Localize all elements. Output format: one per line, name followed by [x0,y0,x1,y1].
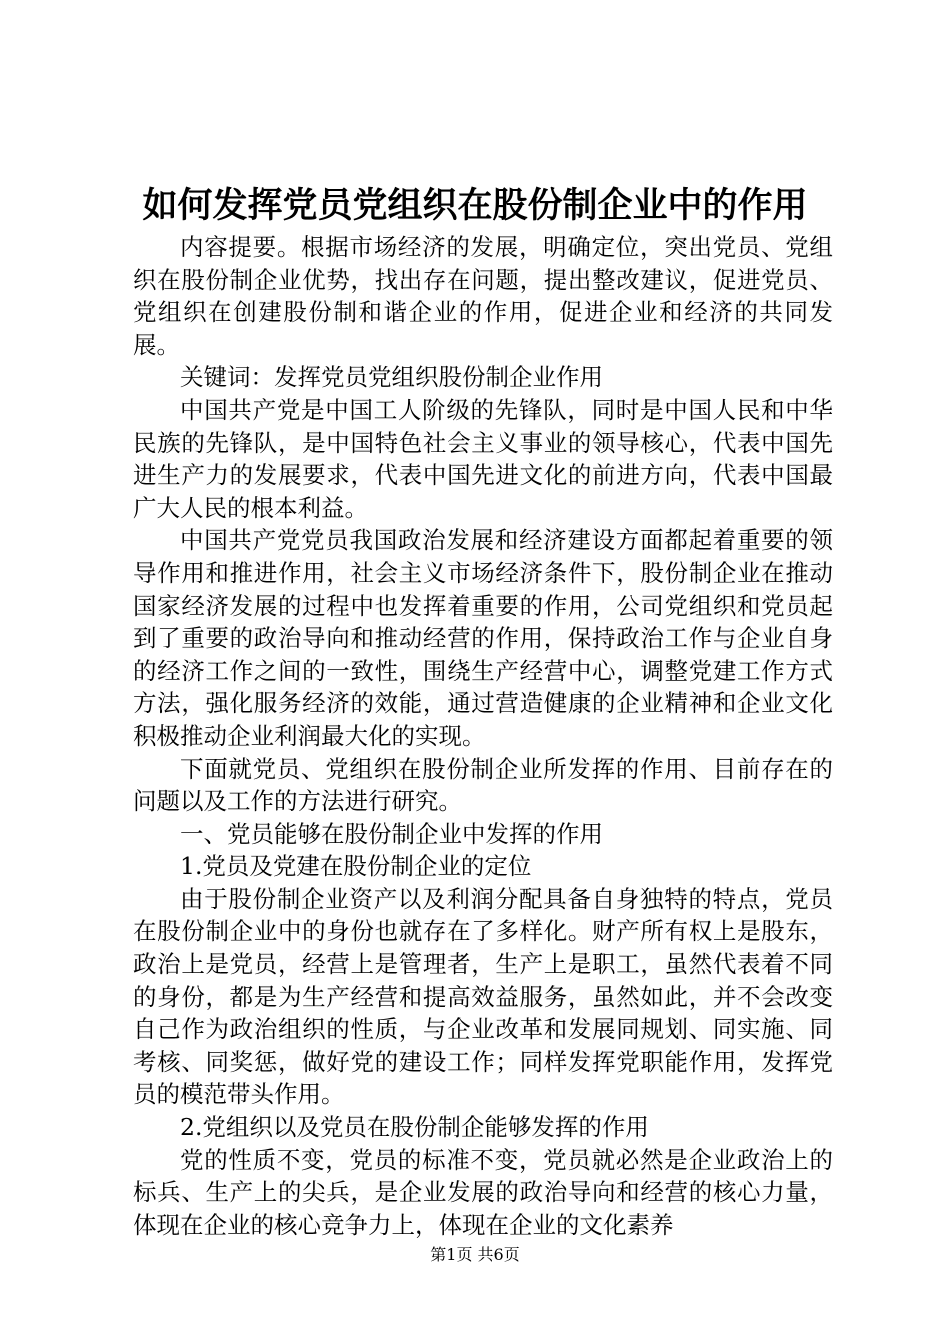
page-footer: 第1页 共6页 [430,1245,520,1264]
paragraph-intro-research: 下面就党员、党组织在股份制企业所发挥的作用、目前存在的问题以及工作的方法进行研究。 [133,754,833,816]
subsection-heading-1-2: 2.党组织以及党员在股份制企能够发挥的作用 [180,1113,649,1142]
paragraph-party-nature: 中国共产党是中国工人阶级的先锋队，同时是中国人民和中华民族的先锋队，是中国特色社会主义事业的领导核心，代表中国先进生产力的发展要求，代表中国先进文化的前进方向，代表中国最广大人民的根本利益。 [133,395,833,522]
subsection-heading-1-1: 1.党员及党建在股份制企业的定位 [180,852,532,881]
paragraph-party-member-role: 党的性质不变，党员的标准不变，党员就必然是企业政治上的标兵、生产上的尖兵，是企业发展的政治导向和经营的核心力量，体现在企业的核心竞争力上，体现在企业的文化素养 [133,1145,833,1239]
document-title: 如何发挥党员党组织在股份制企业中的作用 [142,185,808,226]
document-body [133,231,833,1241]
paragraph-abstract: 内容提要。根据市场经济的发展，明确定位，突出党员、党组织在股份制企业优势，找出存在问题，提出整改建议，促进党员、党组织在创建股份制和谐企业的作用，促进企业和经济的共同发展。 [133,233,833,359]
paragraph-keywords: 关键词：发挥党员党组织股份制企业作用 [180,363,603,392]
paragraph-party-role: 中国共产党党员我国政治发展和经济建设方面都起着重要的领导作用和推进作用，社会主义市场经济条件下，股份制企业在推动国家经济发展的过程中也发挥着重要的作用，公司党组织和党员起到了重要的政治导向和推动经营的作用，保持政治工作与企业自身的经济工作之间的一致性，围绕生产经营中心，调整党建工作方式方法，强化服务经济的效能，通过营造健康的企业精神和企业文化积极推动企业利润最大化的实现。 [133,526,833,750]
paragraph-positioning: 由于股份制企业资产以及利润分配具备自身独特的特点，党员在股份制企业中的身份也就存在了多样化。财产所有权上是股东，政治上是党员，经营上是管理者，生产上是职工，虽然代表着不同的身份，都是为生产经营和提高效益服务，虽然如此，并不会改变自己作为政治组织的性质，与企业改革和发展同规划、同实施、同考核、同奖惩，做好党的建设工作；同样发挥党职能作用，发挥党员的模范带头作用。 [133,884,833,1109]
section-heading-1: 一、党员能够在股份制企业中发挥的作用 [180,819,603,848]
